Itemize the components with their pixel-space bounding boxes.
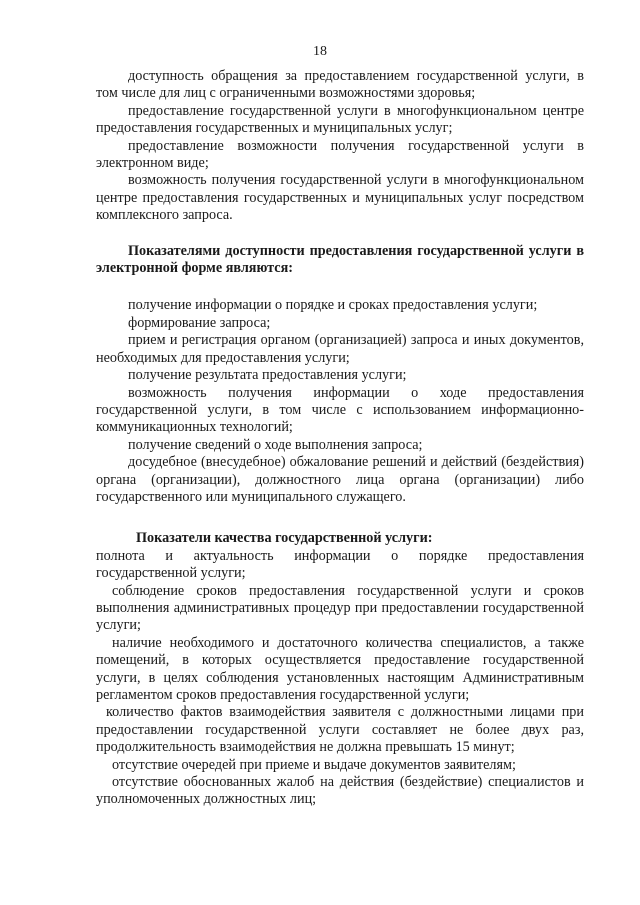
list-item: возможность получения информации о ходе предоставления государственной услуги, в том числе с использованием информационно-коммуникационных технологий; [96, 384, 584, 436]
spacer [96, 277, 584, 297]
document-body [96, 68, 584, 809]
list-item: полнота и актуальность информации о порядке предоставления государственной услуги; [96, 547, 584, 582]
spacer [96, 506, 584, 530]
list-item: количество фактов взаимодействия заявителя с должностными лицами при предоставлении государственной услуги составляет не более двух раз, продолжительность взаимодействия не должна превышать 15 минут; [96, 704, 584, 756]
list-item: получение информации о порядке и сроках предоставления услуги; [128, 297, 538, 314]
list-item: соблюдение сроков предоставления государственной услуги и сроков выполнения административных процедур при предоставлении государственной услуги; [96, 582, 584, 634]
page-number: 18 [313, 44, 327, 59]
list-item: досудебное (внесудебное) обжалование решений и действий (бездействия) органа (организации), должностного лица органа (организации) либо государственного или муниципального служащего. [96, 454, 584, 505]
paragraph: предоставление государственной услуги в многофункциональном центре предоставления государственных и муниципальных услуг; [96, 102, 584, 137]
list-item: формирование запроса; [128, 314, 271, 331]
paragraph: доступность обращения за предоставлением государственной услуги, в том числе для лиц с ограниченными возможностями здоровья; [96, 68, 584, 102]
list-item: отсутствие обоснованных жалоб на действия (бездействие) специалистов и уполномоченных должностных лиц; [96, 774, 584, 808]
list-item: получение сведений о ходе выполнения запроса; [128, 436, 423, 453]
section-heading-quality: Показатели качества государственной услуги: [136, 530, 433, 547]
paragraph: предоставление возможности получения государственной услуги в электронном виде; [96, 137, 584, 172]
section-heading-electronic: Показателями доступности предоставления государственной услуги в электронной форме являются: [96, 242, 584, 277]
spacer [96, 225, 584, 243]
paragraph: возможность получения государственной услуги в многофункциональном центре предоставления государственных и муниципальных услуг посредством комплексного запроса. [96, 172, 584, 224]
list-item: получение результата предоставления услуги; [128, 367, 407, 384]
list-item: прием и регистрация органом (организацией) запроса и иных документов, необходимых для предоставления услуги; [96, 332, 584, 366]
list-item: наличие необходимого и достаточного количества специалистов, а также помещений, в которых осуществляется предоставление государственной услуги, в целях соблюдения установленных настоящим Административным регламентом сроков предоставления государственной услуги; [96, 634, 584, 703]
list-item: отсутствие очередей при приеме и выдаче документов заявителям; [112, 756, 516, 773]
